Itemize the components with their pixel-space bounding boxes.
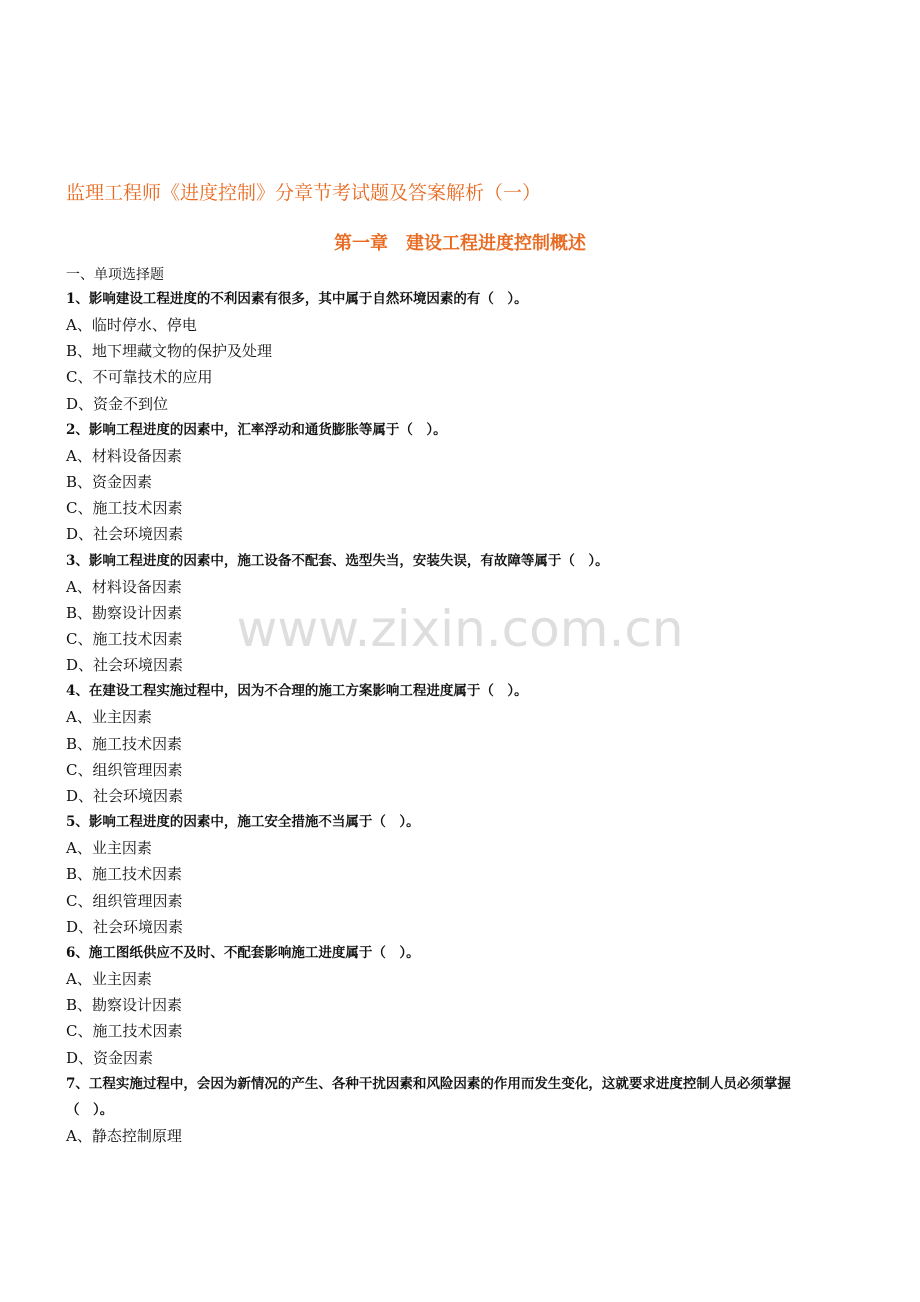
option-5b: B、施工技术因素 — [66, 865, 183, 884]
option-3c: C、施工技术因素 — [66, 630, 183, 649]
option-4d: D、社会环境因素 — [66, 787, 184, 806]
option-3a: A、材料设备因素 — [66, 577, 182, 596]
option-2d: D、社会环境因素 — [66, 525, 184, 544]
question-list — [66, 264, 836, 1149]
option-6c: C、施工技术因素 — [66, 1022, 183, 1041]
option-1d: D、资金不到位 — [66, 394, 169, 413]
option-2c: C、施工技术因素 — [66, 499, 183, 518]
option-1b: B、地下埋藏文物的保护及处理 — [66, 342, 273, 361]
option-6a: A、业主因素 — [66, 970, 152, 989]
option-5c: C、组织管理因素 — [66, 891, 183, 910]
option-4c: C、组织管理因素 — [66, 760, 183, 779]
option-3b: B、勘察设计因素 — [66, 603, 183, 622]
question-stem-1: 1、影响建设工程进度的不利因素有很多，其中属于自然环境因素的有（ ）。 — [66, 291, 528, 307]
option-2b: B、资金因素 — [66, 473, 153, 492]
watermark: www.zixin.com.cn — [236, 600, 684, 658]
question-stem-3: 3、影响工程进度的因素中，施工设备不配套、选型失当，安装失误，有故障等属于（ ）。 — [66, 552, 609, 569]
option-3d: D、社会环境因素 — [66, 656, 184, 675]
option-2a: A、材料设备因素 — [66, 446, 182, 465]
option-1a: A、临时停水、停电 — [66, 316, 197, 334]
question-stem-5: 5、影响工程进度的因素中，施工安全措施不当属于（ ）。 — [66, 814, 420, 831]
question-stem-2: 2、影响工程进度的因素中，汇率浮动和通货膨胀等属于（ ）。 — [66, 421, 447, 438]
question-stem-4: 4、在建设工程实施过程中，因为不合理的施工方案影响工程进度属于（ ）。 — [66, 683, 528, 700]
option-4a: A、业主因素 — [66, 708, 152, 727]
option-4b: B、施工技术因素 — [66, 734, 183, 753]
option-7a: A、静态控制原理 — [66, 1126, 182, 1145]
option-6d: D、资金因素 — [66, 1048, 154, 1067]
question-stem-6: 6、施工图纸供应不及时、不配套影响施工进度属于（ ）。 — [66, 945, 420, 962]
document-title: 监理工程师《进度控制》分章节考试题及答案解析（一） — [66, 182, 542, 204]
option-5a: A、业主因素 — [66, 839, 152, 858]
section-label: 一、单项选择题 — [66, 267, 164, 283]
option-1c: C、不可靠技术的应用 — [66, 368, 213, 387]
chapter-title: 第一章 建设工程进度控制概述 — [334, 233, 586, 254]
option-5d: D、社会环境因素 — [66, 917, 184, 936]
option-6b: B、勘察设计因素 — [66, 996, 183, 1015]
question-stem-7: 7、工程实施过程中，会因为新情况的产生、各种干扰因素和风险因素的作用而发生变化，这就要求进度控制人员必须掌握（ ）。 — [66, 1075, 791, 1118]
